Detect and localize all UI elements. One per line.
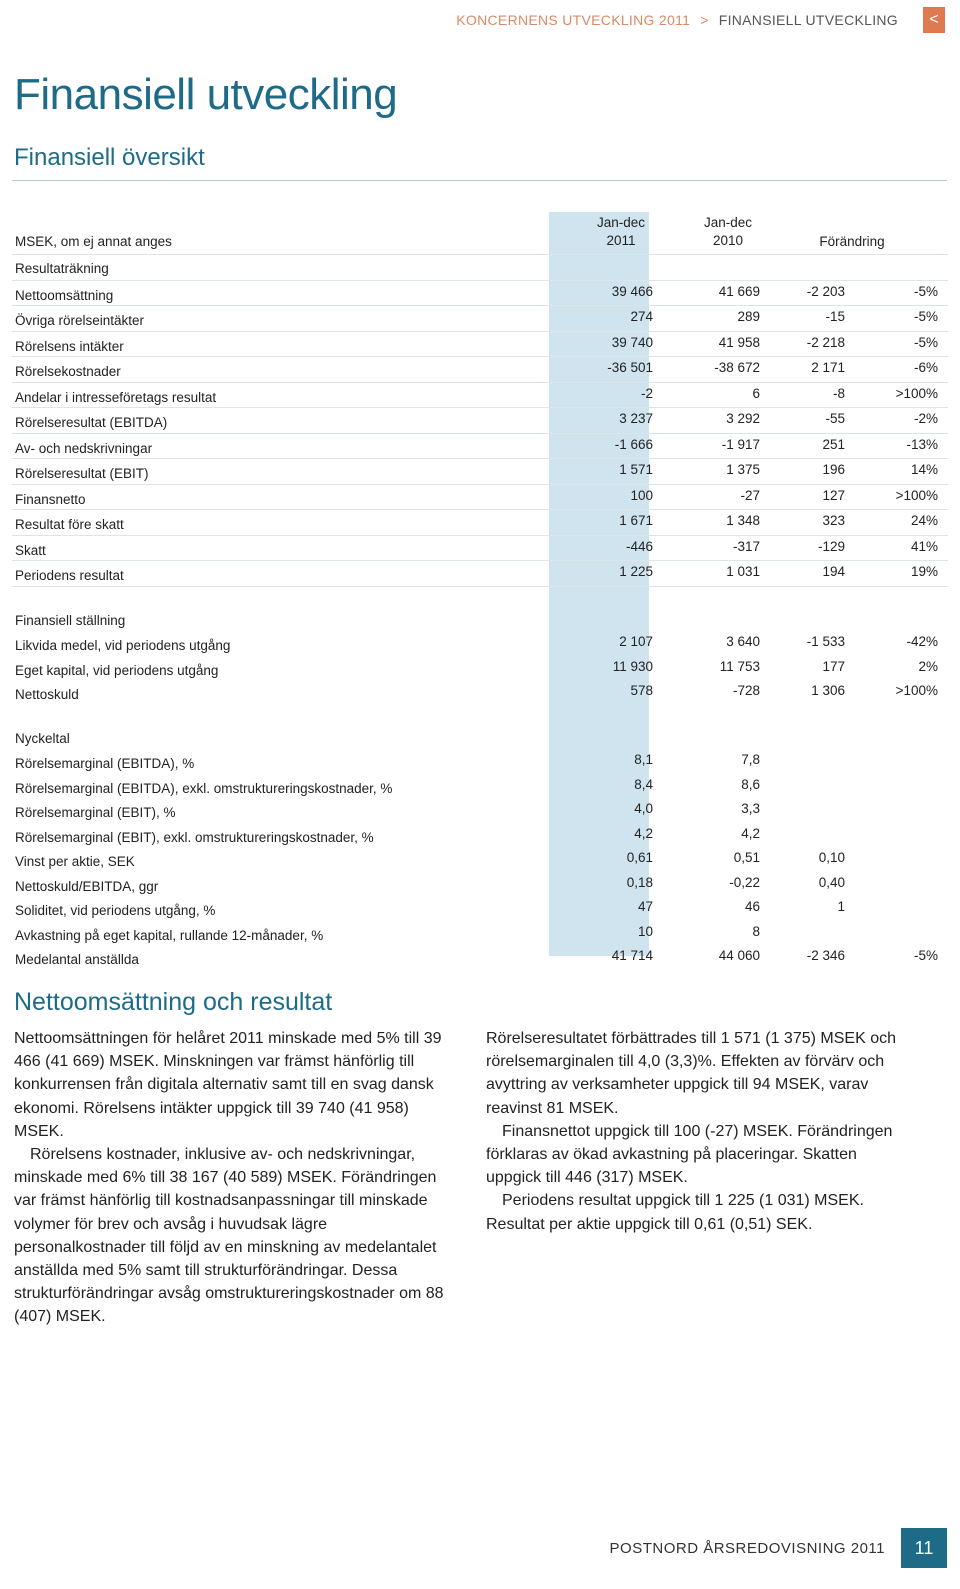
value-2011: 39 740 [611,334,653,350]
value-change-pct: -5% [913,309,938,324]
value-2010: 1 375 [726,462,760,477]
right-paragraph-3: Periodens resultat uppgick till 1 225 (1 031) MSEK. Resultat per aktie uppgick till 0,61 (0,51) SEK. [486,1192,864,1233]
value-change: -2 203 [806,283,845,299]
col-2011-header-line1: Jan-dec [596,215,646,230]
table-row [12,872,948,897]
row-label: Rörelsemarginal (EBITDA), % [15,756,195,771]
kpi-rows [12,749,948,970]
value-2010: 46 [744,899,760,914]
value-change: 323 [822,513,845,528]
row-label: Rörelsekostnader [15,364,121,379]
value-change-pct: -13% [906,436,938,452]
table-row [12,459,948,485]
value-2010: 7,8 [741,752,760,767]
row-label: Nettoskuld/EBITDA, ggr [15,878,159,894]
left-text-column [14,1027,444,1329]
row-label: Resultat före skatt [15,517,124,532]
value-change: -2 346 [806,948,845,963]
col-2010-header-line1: Jan-dec [703,215,753,230]
table-row [12,306,948,332]
table-row [12,510,948,536]
value-change: 177 [822,658,845,674]
value-2010: 8,6 [741,776,760,792]
row-label: Vinst per aktie, SEK [15,854,135,869]
row-label: Rörelsens intäkter [15,338,124,354]
sub-title: Finansiell översikt [14,144,205,171]
row-label: Skatt [15,542,46,558]
col-2010-header-line2: 2010 [712,233,744,248]
value-change: -8 [832,385,845,401]
row-label: Medelantal anställda [15,952,139,967]
row-label: Av- och nedskrivningar [15,440,153,456]
row-label: Nettoskuld [15,687,79,702]
value-change-pct: -5% [913,334,938,350]
value-change-pct: -6% [913,360,938,375]
income-statement-heading-row [12,255,948,281]
value-2011: 1 571 [619,462,653,477]
right-text-column [486,1027,916,1236]
row-label: Andelar i intresseföretags resultat [15,389,217,405]
value-2010: 0,51 [733,850,760,865]
value-2011: 100 [630,487,653,503]
table-row [12,332,948,358]
value-2011: 0,18 [626,874,653,890]
value-change-pct: 2% [918,658,938,674]
table-row [12,847,948,872]
value-2010: 3,3 [741,801,760,816]
value-2011: -446 [625,538,653,554]
value-2011: 47 [637,899,653,914]
col-2011-header-line2: 2011 [606,233,636,248]
row-label: Övriga rörelseintäkter [15,313,145,328]
value-2011: 2 107 [619,634,653,649]
section-title: Nettoomsättning och resultat [14,988,333,1016]
breadcrumb-separator: > [700,12,709,28]
value-2011: -1 666 [614,436,653,452]
value-2011: 274 [630,309,653,324]
value-2011: 11 930 [612,658,653,674]
value-change-pct: 14% [910,462,938,477]
income-statement-heading: Resultaträkning [15,261,109,276]
table-row [12,656,948,681]
value-2011: 1 225 [619,564,653,579]
value-change-pct: >100% [895,487,938,503]
row-label: Nettoomsättning [15,287,114,303]
row-label: Likvida medel, vid periodens utgång [15,638,231,653]
value-change-pct: >100% [895,385,938,401]
row-label: Rörelsemarginal (EBITDA), exkl. omstruktureringskostnader, % [15,780,393,796]
col-2011-header [576,214,666,250]
value-2011: 0,61 [626,850,653,865]
value-change-pct: -2% [913,411,938,426]
value-2011: 578 [630,683,653,698]
value-2010: 41 958 [718,334,760,350]
breadcrumb-current: FINANSIELL UTVECKLING [718,12,898,28]
value-change: 0,40 [818,874,845,890]
value-2010: 41 669 [718,283,760,299]
table-row [12,536,948,562]
value-2011: -2 [640,385,653,401]
footer-publication: POSTNORD ÅRSREDOVISNING 2011 [609,1540,885,1557]
value-change: -129 [817,538,845,554]
right-paragraph-1: Rörelseresultatet förbättrades till 1 571 (1 375) MSEK och rörelsemarginalen till 4,0 (3,3)%. Effekten av förvärv och avyttring av verksamheter uppgick till 94 MSEK, varav reavinst 81 MSEK. [486,1030,896,1117]
income-rows [12,281,948,587]
value-2010: 289 [737,309,760,324]
table-row [12,896,948,921]
value-change: 1 [837,899,845,914]
value-2010: 3 292 [726,411,760,426]
right-paragraph-2: Finansnettot uppgick till 100 (-27) MSEK. Förändringen förklaras av ökad avkastning på placeringar. Skatten uppgick till 446 (317) MSEK. [486,1122,893,1187]
kpi-heading: Nyckeltal [15,730,70,746]
unit-label: MSEK, om ej annat anges [15,234,172,249]
value-2011: 4,2 [634,825,653,841]
table-row [12,921,948,946]
value-change-pct: -5% [913,948,938,963]
table-row [12,631,948,656]
row-label: Periodens resultat [15,568,124,583]
page-title: Finansiell utveckling [14,70,398,119]
value-2010: 1 348 [726,513,760,528]
value-change-pct: >100% [895,683,938,698]
left-paragraph-1: Nettoomsättningen för helåret 2011 minskade med 5% till 39 466 (41 669) MSEK. Minskningen var främst hänförlig till konkurrensen från digitala alternativ samt till en svag dansk ekonomi. Rörelsens intäkter uppgick till 39 740 (41 958) MSEK. [14,1030,442,1140]
table-row [12,408,948,434]
value-2011: 41 714 [611,948,653,963]
value-change: -15 [825,309,845,324]
value-change: 196 [822,462,845,477]
table-header-row [12,212,948,255]
row-label: Soliditet, vid periodens utgång, % [15,903,216,918]
table-row [12,561,948,587]
value-change-pct: -42% [906,634,938,649]
table-row [12,357,948,383]
value-2010: 4,2 [741,825,760,841]
value-change: 0,10 [818,850,845,865]
value-change: 194 [822,564,845,579]
table-row [12,774,948,799]
value-2011: 4,0 [634,801,653,816]
breadcrumb-parent[interactable]: KONCERNENS UTVECKLING 2011 [456,12,691,28]
value-2011: -36 501 [607,360,653,375]
value-2011: 10 [637,923,653,939]
table-row [12,680,948,705]
value-2010: -38 672 [714,360,760,375]
value-2010: 3 640 [726,634,760,649]
breadcrumb [456,12,898,28]
table-row [12,383,948,409]
table-row [12,281,948,307]
col-change-header: Förändring [819,234,885,249]
value-2011: 8,4 [634,776,653,792]
value-2011: 8,1 [634,752,653,767]
value-2010: 11 753 [719,658,760,674]
value-2011: 3 237 [619,411,653,426]
page-number: 11 [901,1528,947,1568]
value-change: -1 533 [806,634,845,649]
row-label: Rörelseresultat (EBITDA) [15,415,168,430]
value-2010: -27 [740,487,760,503]
value-2011: 1 671 [619,513,653,528]
table-row [12,485,948,511]
back-button[interactable]: < [923,7,945,33]
value-change: 1 306 [811,683,845,698]
table-row [12,823,948,848]
value-change-pct: 41% [910,538,938,554]
value-2010: -0,22 [729,874,760,890]
position-rows [12,631,948,705]
row-label: Avkastning på eget kapital, rullande 12-månader, % [15,927,324,943]
kpi-heading-row [12,725,948,750]
value-2010: 44 060 [718,948,760,963]
value-change: 2 171 [811,360,845,375]
value-change-pct: 19% [910,564,938,579]
row-label: Eget kapital, vid periodens utgång [15,662,219,678]
value-2010: -317 [732,538,760,554]
table-row [12,798,948,823]
col-2010-header [683,214,773,250]
financial-overview-table [12,212,948,970]
value-2010: -1 917 [721,436,760,452]
row-label: Rörelseresultat (EBIT) [15,466,149,481]
row-label: Rörelsemarginal (EBIT), % [15,805,176,820]
value-change: -2 218 [806,334,845,350]
table-row [12,749,948,774]
position-heading-row [12,607,948,632]
value-2010: -728 [732,683,760,698]
financial-position-heading: Finansiell ställning [15,612,126,628]
left-paragraph-2: Rörelsens kostnader, inklusive av- och nedskrivningar, minskade med 6% till 38 167 (40 589) MSEK. Förändringen var främst hänförlig till kostnadsanpassningar till minskade volymer för brev och avsåg i huvudsak lägre personalkostnader till följd av en minskning av medelantalet anställda med 5% samt till strukturförändringar. Dessa strukturförändringar avsåg omstruktureringskostnader om 88 (407) MSEK. [14,1146,444,1326]
value-2010: 1 031 [726,564,760,579]
row-label: Rörelsemarginal (EBIT), exkl. omstruktureringskostnader, % [15,829,374,845]
row-label: Finansnetto [15,491,86,507]
value-2010: 8 [752,923,760,939]
title-divider [12,180,947,181]
table-row [12,945,948,970]
value-change-pct: -5% [913,283,938,299]
table-row [12,434,948,460]
value-change: -55 [825,411,845,426]
value-2011: 39 466 [611,283,653,299]
value-2010: 6 [752,385,760,401]
value-change: 127 [822,487,845,503]
value-change: 251 [822,436,845,452]
value-change-pct: 24% [910,513,938,528]
